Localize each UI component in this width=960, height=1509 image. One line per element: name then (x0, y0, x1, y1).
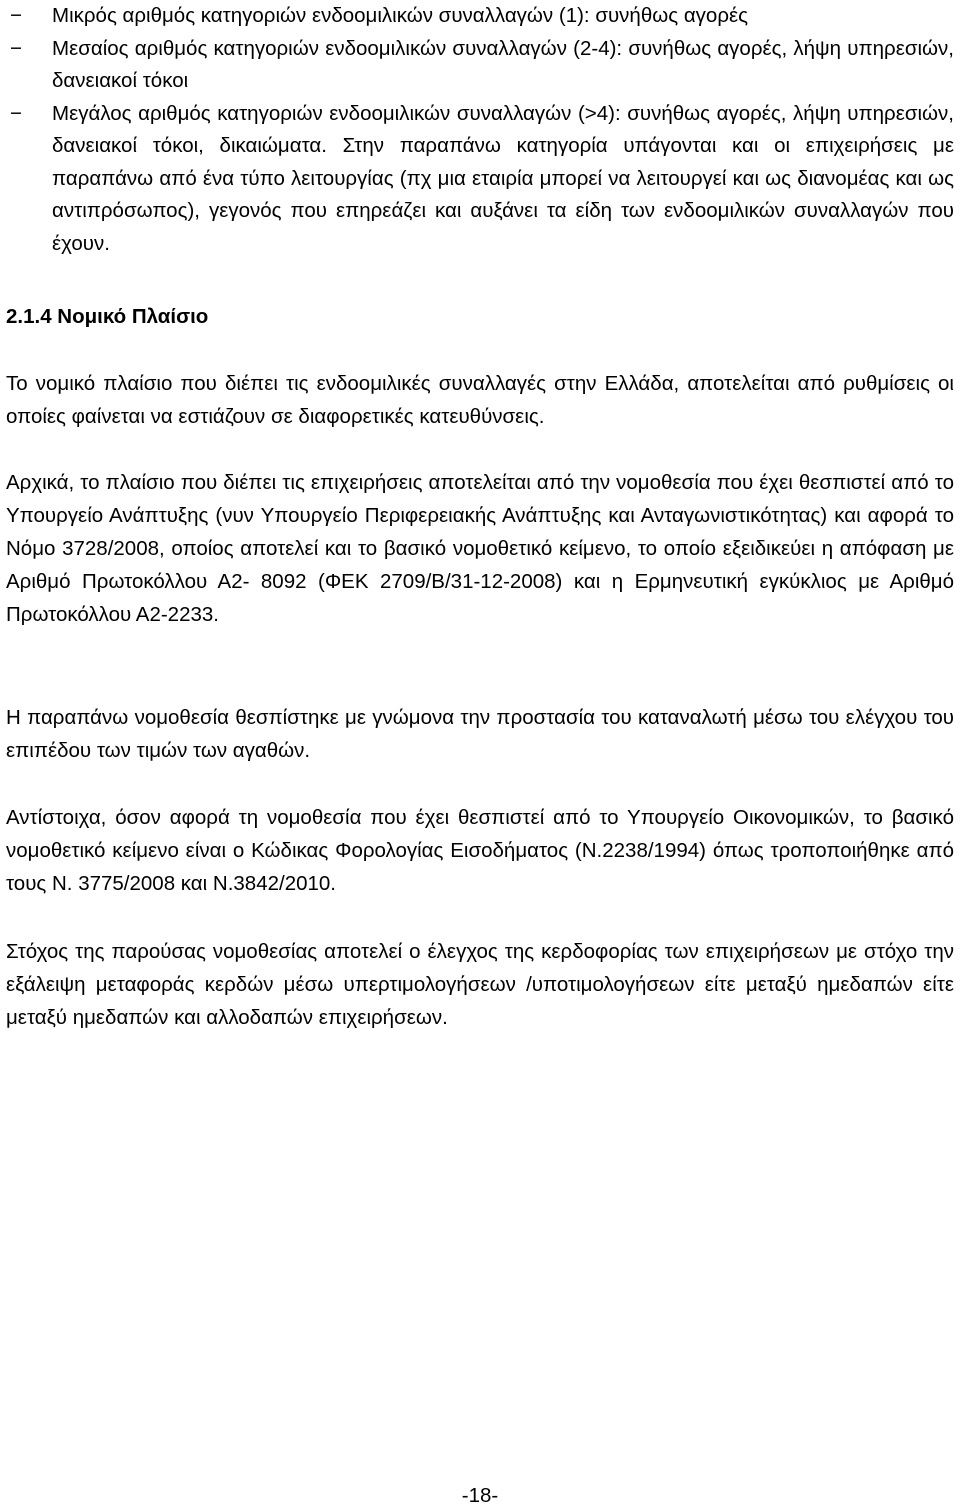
paragraph-legislation-goal: Στόχος της παρούσας νομοθεσίας αποτελεί ο έλεγχος της κερδοφορίας των επιχειρήσεων με στόχο την εξάλειψη μεταφοράς κερδών μέσω υπερτιμολογήσεων /υποτιμολογήσεων είτε μεταξύ ημεδαπών είτε μεταξύ ημεδαπών και αλλοδαπών επιχειρήσεων. (6, 940, 954, 1029)
dash-bullet-icon: − (10, 36, 22, 60)
list-item (0, 0, 960, 33)
paragraph-legal-framework: Το νομικό πλαίσιο που διέπει τις ενδοομιλικές συναλλαγές στην Ελλάδα, αποτελείται από ρυθμίσεις οι οποίες φαίνεται να εστιάζουν σε διαφορετικές κατευθύνσεις. (6, 372, 954, 428)
paragraph-development-ministry: Αρχικά, το πλαίσιο που διέπει τις επιχειρήσεις αποτελείται από την νομοθεσία που έχει θεσπιστεί από το Υπουργείο Ανάπτυξης (νυν Υπουργείο Περιφερειακής Ανάπτυξης και Ανταγωνιστικότητας) και αφορά το Νόμο 3728/2008, οποίος αποτελεί και το βασικό νομοθετικό κείμενο, το οποίο εξειδικεύει η απόφαση με Αριθμό Πρωτοκόλλου Α2- 8092 (ΦΕΚ 2709/Β/31-12-2008) και η Ερμηνευτική εγκύκλιος με Αριθμό Πρωτοκόλλου Α2-2233. (6, 471, 954, 626)
list-item-text: Μεγάλος αριθμός κατηγοριών ενδοομιλικών συναλλαγών (>4): συνήθως αγορές, λήψη υπηρεσιών, δανειακοί τόκοι, δικαιώματα. Στην παραπάνω κατηγορία υπάγονται και οι επιχειρήσεις με παραπάνω από ένα τύπο λειτουργίας (πχ μια εταιρία μπορεί να λειτουργεί και ως διανομέας και ως αντιπρόσωπος), γεγονός που επηρεάζει και αυξάνει τα είδη των ενδοομιλικών συναλλαγών που έχουν. (52, 101, 954, 255)
section-heading: 2.1.4 Νομικό Πλαίσιο (6, 305, 209, 328)
list-item (0, 33, 960, 98)
list-item-text: Μεσαίος αριθμός κατηγοριών ενδοομιλικών συναλλαγών (2-4): συνήθως αγορές, λήψη υπηρεσιών, δανειακοί τόκοι (52, 36, 954, 92)
page-number: -18- (461, 1484, 499, 1507)
list-item (0, 98, 960, 261)
list-item-text: Μικρός αριθμός κατηγοριών ενδοομιλικών συναλλαγών (1): συνήθως αγορές (52, 4, 748, 27)
paragraph-consumer-protection: Η παραπάνω νομοθεσία θεσπίστηκε με γνώμονα την προστασία του καταναλωτή μέσω του ελέγχου του επιπέδου των τιμών των αγαθών. (6, 706, 954, 762)
dash-bullet-icon: − (10, 4, 22, 27)
paragraph-finance-ministry: Αντίστοιχα, όσον αφορά τη νομοθεσία που έχει θεσπιστεί από το Υπουργείο Οικονομικών, το βασικό νομοθετικό κείμενο είναι ο Κώδικας Φορολογίας Εισοδήματος (Ν.2238/1994) όπως τροποποιήθηκε από τους Ν. 3775/2008 και Ν.3842/2010. (6, 806, 954, 895)
bullet-list (0, 0, 960, 260)
dash-bullet-icon: − (10, 101, 22, 125)
